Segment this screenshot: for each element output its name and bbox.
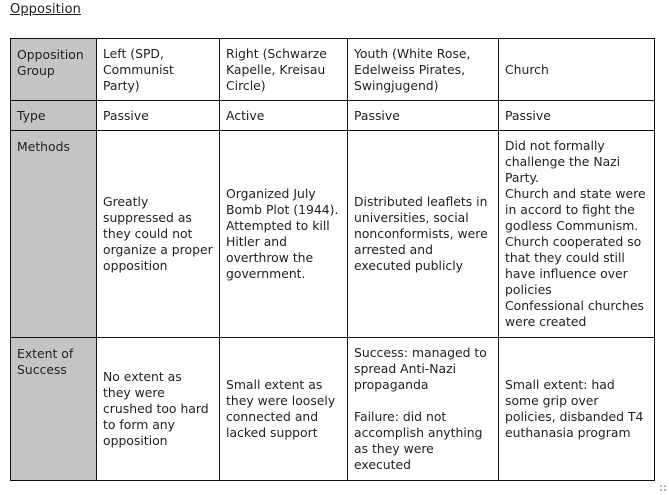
church-method-line: Church and state were in accord to fight the godless Communism. — [505, 186, 646, 233]
church-method-line: Church cooperated so that they could still have influence over policies — [505, 234, 642, 297]
opposition-table — [10, 38, 655, 481]
group-youth: Youth (White Rose, Edelweiss Pirates, Swingjugend) — [348, 39, 499, 101]
type-left: Passive — [97, 101, 220, 131]
success-right: Small extent as they were loosely connected and lacked support — [220, 338, 348, 481]
success-row — [11, 338, 655, 481]
type-row — [11, 101, 655, 131]
methods-right: Organized July Bomb Plot (1944). Attempted to kill Hitler and overthrow the government. — [220, 131, 348, 338]
methods-row — [11, 131, 655, 338]
church-method-line: Did not formally challenge the Nazi Party. — [505, 138, 621, 185]
type-youth: Passive — [348, 101, 499, 131]
group-left: Left (SPD, Communist Party) — [97, 39, 220, 101]
success-youth — [348, 338, 499, 481]
church-method-line: Confessional churches were created — [505, 298, 644, 329]
youth-success-text: Success: managed to spread Anti-Nazi propaganda — [354, 345, 487, 392]
row-label-extent-of-success: Extent of Success — [11, 338, 97, 481]
success-church: Small extent: had some grip over policies, disbanded T4 euthanasia program — [499, 338, 655, 481]
methods-church — [499, 131, 655, 338]
header-row — [11, 39, 655, 101]
document-title: Opposition — [10, 2, 81, 17]
success-left: No extent as they were crushed too hard to form any opposition — [97, 338, 220, 481]
methods-youth: Distributed leaflets in universities, social nonconformists, were arrested and executed publicly — [348, 131, 499, 338]
type-right: Active — [220, 101, 348, 131]
group-right: Right (Schwarze Kapelle, Kreisau Circle) — [220, 39, 348, 101]
row-label-opposition-group: Opposition Group — [11, 39, 97, 101]
row-label-methods: Methods — [11, 131, 97, 338]
resize-grip-icon[interactable] — [659, 484, 667, 492]
row-label-type: Type — [11, 101, 97, 131]
youth-failure-text: Failure: did not accomplish anything as they were executed — [354, 409, 483, 472]
group-church: Church — [499, 39, 655, 101]
type-church: Passive — [499, 101, 655, 131]
methods-left: Greatly suppressed as they could not organize a proper opposition — [97, 131, 220, 338]
